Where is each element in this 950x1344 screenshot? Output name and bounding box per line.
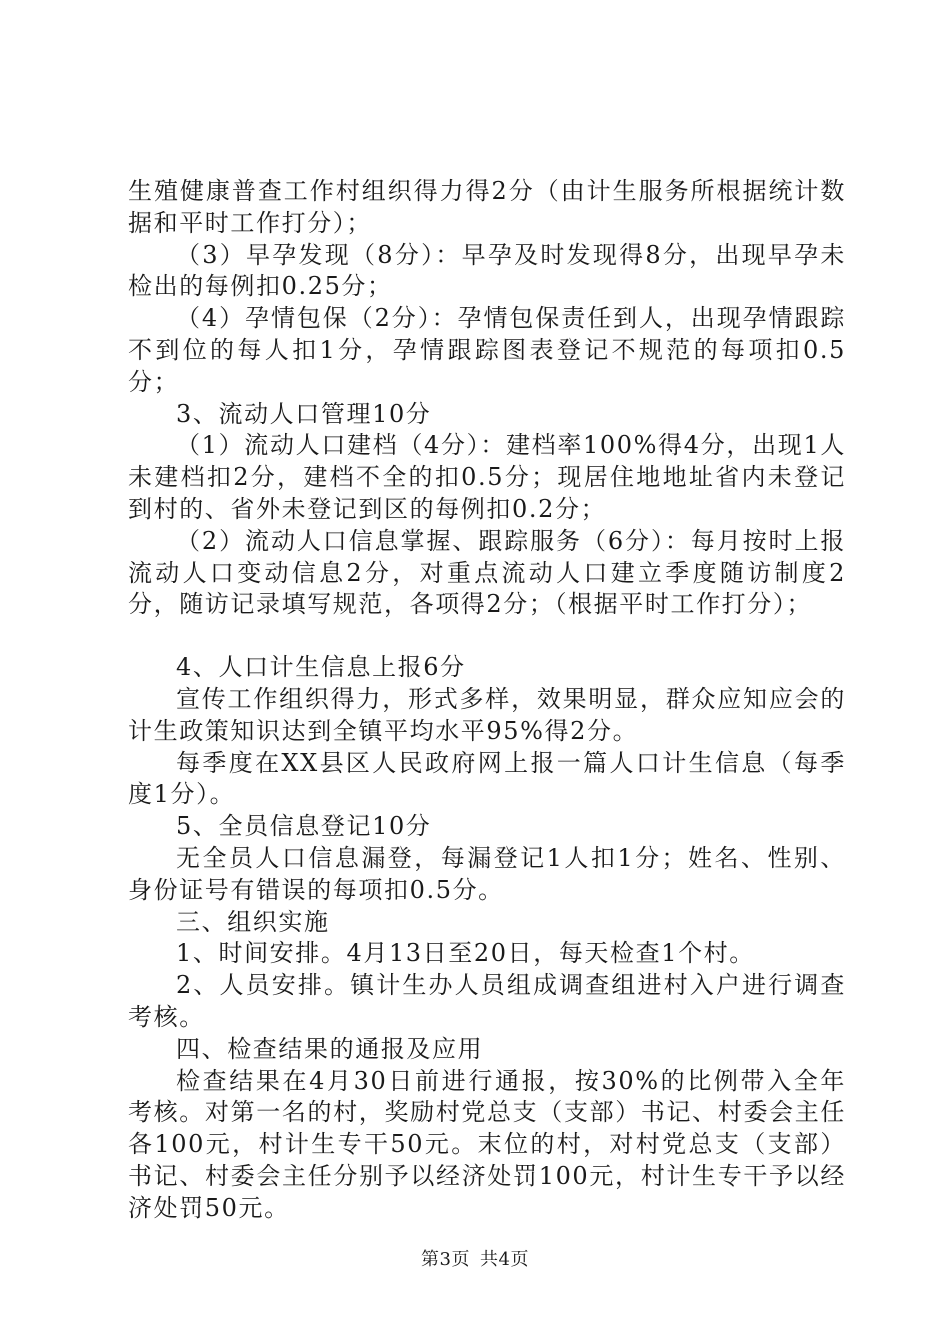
paragraph-early-pregnancy: （3）早孕发现（8分）：早孕及时发现得8分，出现早孕未检出的每例扣0.25分； <box>128 240 846 301</box>
heading-full-registration: 5、全员信息登记10分 <box>176 812 432 841</box>
paragraph-continuation: 生殖健康普查工作村组织得力得2分（由计生服务所根据统计数据和平时工作打分）； <box>128 177 846 237</box>
page-total: 共4页 <box>480 1249 529 1270</box>
paragraph-staffing: 2、人员安排。镇计生办人员组成调查组进村入户进行调查考核。 <box>128 971 846 1031</box>
paragraph-pregnancy-tracking: （4）孕情包保（2分）：孕情包保责任到人，出现孕情跟踪不到位的每人扣1分，孕情跟踪图表登记不规范的每项扣0.5分； <box>128 304 846 396</box>
paragraph-quarterly-report: 每季度在XX县区人民政府网上报一篇人口计生信息（每季度1分）。 <box>128 748 846 809</box>
paragraph-floating-archive: （1）流动人口建档（4分）：建档率100%得4分，出现1人未建档扣2分，建档不全的扣0.5分；现居住地地址省内未登记到村的、省外未登记到区的每例扣0.2分； <box>128 431 846 523</box>
heading-info-report: 4、人口计生信息上报6分 <box>176 653 466 682</box>
heading-implementation: 三、组织实施 <box>176 907 330 936</box>
document-body <box>128 176 846 1225</box>
paragraph-results-application: 检查结果在4月30日前进行通报，按30%的比例带入全年考核。对第一名的村，奖励村党总支（支部）书记、村委会主任各100元，村计生专干50元。末位的村，对村党总支（支部）书记、村委会主任分别予以经济处罚100元，村计生专干予以经济处罚50元。 <box>128 1066 846 1222</box>
page-footer <box>0 1245 950 1271</box>
paragraph-publicity: 宣传工作组织得力，形式多样，效果明显，群众应知应会的计生政策知识达到全镇平均水平95%得2分。 <box>128 684 846 745</box>
paragraph-schedule: 1、时间安排。4月13日至20日，每天检查1个村。 <box>176 939 755 968</box>
paragraph-floating-info: （2）流动人口信息掌握、跟踪服务（6分）：每月按时上报流动人口变动信息2分，对重点流动人口建立季度随访制度2分，随访记录填写规范，各项得2分；（根据平时工作打分）； <box>128 526 846 619</box>
page-number: 第3页 <box>421 1249 470 1270</box>
heading-results: 四、检查结果的通报及应用 <box>176 1034 484 1063</box>
heading-floating-population: 3、流动人口管理10分 <box>176 399 432 428</box>
paragraph-registration-rules: 无全员人口信息漏登，每漏登记1人扣1分；姓名、性别、身份证号有错误的每项扣0.5分。 <box>128 843 846 904</box>
